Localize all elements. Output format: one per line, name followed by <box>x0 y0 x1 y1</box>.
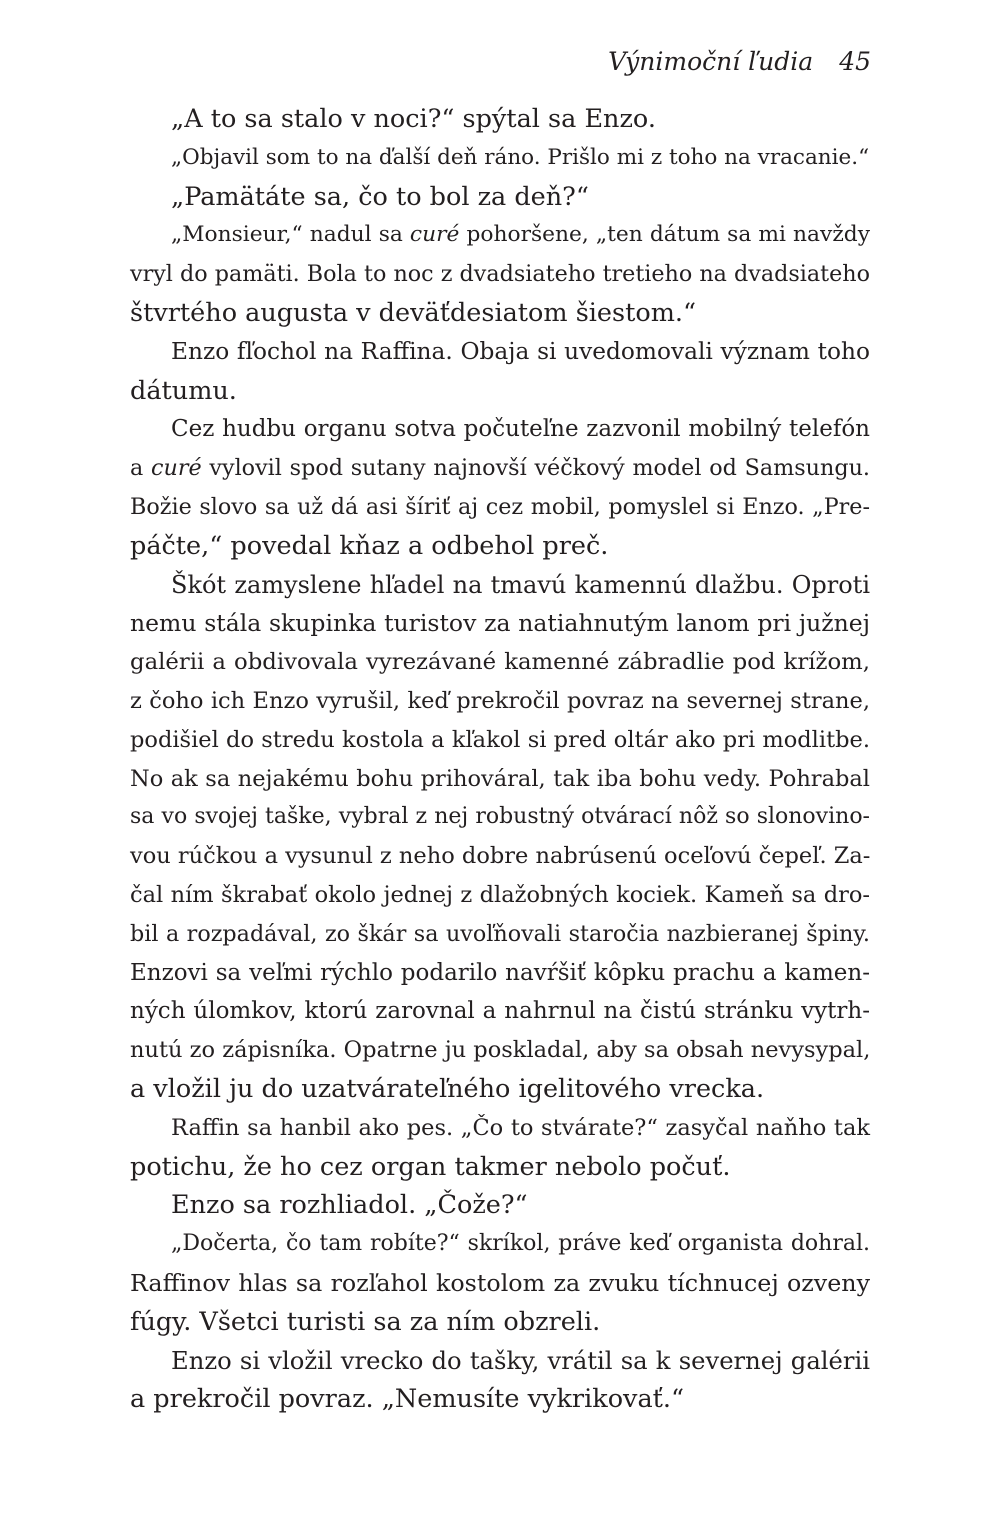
text-run: vylovil spod sutany najnovší véčkový model od Samsungu. <box>201 455 870 482</box>
text-line <box>130 333 870 372</box>
text-run: páčte,“ povedal kňaz a odbehol preč. <box>130 530 609 561</box>
text-run: a prekročil povraz. „Nemusíte vykrikovať.“ <box>130 1384 685 1415</box>
text-line <box>130 372 870 411</box>
text-line <box>130 255 870 294</box>
text-run: pohoršene, „ten dátum sa mi navždy <box>459 222 870 248</box>
text-run: Enzo sa rozhliadol. „Čože?“ <box>171 1190 528 1221</box>
text-line <box>130 1148 870 1187</box>
text-run: Raffin sa hanbil ako pes. „Čo to stvárate?“ zasyčal naňho tak <box>171 1114 870 1141</box>
text-run: a <box>130 455 152 482</box>
text-line <box>130 1109 870 1148</box>
text-run: Cez hudbu organu sotva počuteľne zazvonil mobilný telefón <box>171 416 870 443</box>
text-line <box>130 837 870 876</box>
body-text <box>130 100 870 1419</box>
text-run: vryl do pamäti. Bola to noc z dvadsiateho tretieho na dvadsiateho <box>130 261 870 288</box>
text-run: čal ním škrabať okolo jednej z dlažobných kociek. Kameň sa dro- <box>130 881 870 908</box>
text-line <box>130 1342 870 1381</box>
text-line <box>130 139 870 178</box>
text-line <box>130 216 870 255</box>
italic-word: curé <box>409 222 460 248</box>
text-line <box>130 915 870 954</box>
text-run: potichu, že ho cez organ takmer nebolo počuť. <box>130 1151 731 1182</box>
text-line <box>130 721 870 760</box>
text-line <box>130 604 870 643</box>
text-line <box>130 566 870 605</box>
text-run: ných úlomkov, ktorú zarovnal a nahrnul na čistú stránku vytrh- <box>130 998 870 1025</box>
text-line <box>130 798 870 837</box>
text-run: „A to sa stalo v noci?“ spýtal sa Enzo. <box>171 104 656 134</box>
text-line <box>130 527 870 566</box>
text-run: Enzovi sa veľmi rýchlo podarilo navŕšiť kôpku prachu a kamen- <box>130 959 870 986</box>
text-line <box>130 488 870 527</box>
text-run: bil a rozpadával, zo škár sa uvoľňovali staročia nazbieranej špiny. <box>130 920 870 947</box>
text-run: štvrtého augusta v deväťdesiatom šiestom.“ <box>130 297 697 328</box>
text-line <box>130 1264 870 1303</box>
text-run: vou rúčkou a vysunul z neho dobre nabrúsenú oceľovú čepeľ. Za- <box>130 843 871 870</box>
text-run: dátumu. <box>130 375 237 406</box>
running-head <box>608 44 871 80</box>
text-run: „Dočerta, čo tam robíte?“ skríkol, práve keď organista dohral. <box>171 1231 870 1257</box>
text-run: Škót zamyslene hľadel na tmavú kamennú dlažbu. Oproti <box>171 570 870 599</box>
text-run: „Objavil som to na ďalší deň ráno. Prišlo mi z toho na vracanie.“ <box>171 144 870 170</box>
text-line <box>130 682 870 721</box>
page-number: 45 <box>839 47 871 76</box>
text-line <box>130 178 870 217</box>
text-line <box>130 1380 870 1419</box>
text-run: Enzo fľochol na Raffina. Obaja si uvedomovali význam toho <box>171 337 870 365</box>
text-line <box>130 954 870 993</box>
text-run: nemu stála skupinka turistov za natiahnutým lanom pri južnej <box>130 609 870 638</box>
text-line <box>130 760 870 799</box>
text-line <box>130 1225 870 1264</box>
text-run: galérii a obdivovala vyrezávané kamenné zábradlie pod krížom, <box>130 649 870 676</box>
text-line <box>130 1186 870 1225</box>
text-run: Enzo si vložil vrecko do tašky, vrátil sa k severnej galérii <box>171 1345 870 1375</box>
text-run: „Pamätáte sa, čo to bol za deň?“ <box>171 181 589 212</box>
text-run: podišiel do stredu kostola a kľakol si pred oltár ako pri modlitbe. <box>130 726 870 753</box>
text-line <box>130 410 870 449</box>
text-line <box>130 876 870 915</box>
text-line <box>130 992 870 1031</box>
text-line <box>130 294 870 333</box>
text-line <box>130 100 870 139</box>
italic-word: curé <box>151 455 202 482</box>
text-line <box>130 1031 870 1070</box>
text-run: z čoho ich Enzo vyrušil, keď prekročil povraz na severnej strane, <box>130 687 870 714</box>
text-run: nutú zo zápisníka. Opatrne ju poskladal, aby sa obsah nevysypal, <box>130 1037 871 1064</box>
text-run: Božie slovo sa už dá asi šíriť aj cez mobil, pomyslel si Enzo. „Pre- <box>130 493 870 520</box>
text-run: a vložil ju do uzatvárateľného igelitového vrecka. <box>130 1073 765 1104</box>
text-line <box>130 449 870 488</box>
text-line <box>130 1303 870 1342</box>
text-run: fúgy. Všetci turisti sa za ním obzreli. <box>130 1306 601 1337</box>
running-title: Výnimoční ľudia <box>608 47 814 76</box>
text-run: sa vo svojej taške, vybral z nej robustný otvárací nôž so slonovino- <box>130 804 870 830</box>
text-run: „Monsieur,“ nadul sa <box>171 222 410 248</box>
text-run: No ak sa nejakému bohu prihováral, tak iba bohu vedy. Pohrabal <box>130 765 870 792</box>
text-line <box>130 1070 870 1109</box>
text-run: Raffinov hlas sa rozľahol kostolom za zvuku tíchnucej ozveny <box>130 1268 870 1297</box>
text-line <box>130 643 870 682</box>
